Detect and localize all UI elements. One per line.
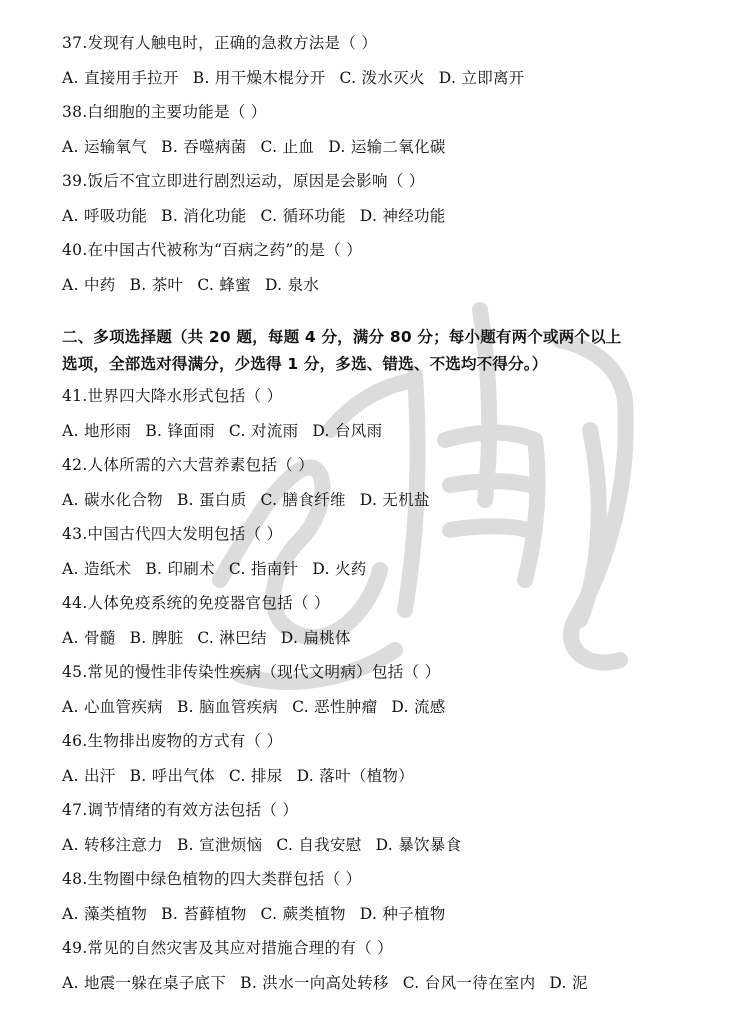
option-a: A. 地形雨 bbox=[62, 421, 132, 440]
section-gap bbox=[62, 308, 682, 324]
question-options bbox=[62, 972, 682, 995]
question-stem: 43.中国古代四大发明包括（ ） bbox=[62, 525, 283, 543]
option-b: B. 吞噬病菌 bbox=[161, 137, 247, 156]
option-d: D. 泥 bbox=[549, 973, 588, 992]
question-stem: 48.生物圈中绿色植物的四大类群包括（ ） bbox=[62, 870, 362, 888]
option-c: C. 台风一待在室内 bbox=[402, 973, 536, 992]
option-c: C. 恶性肿瘤 bbox=[292, 697, 378, 716]
question-options bbox=[62, 903, 682, 926]
question-options bbox=[62, 205, 682, 228]
option-d: D. 无机盐 bbox=[359, 490, 430, 509]
question-options bbox=[62, 765, 682, 788]
question-stem: 37.发现有人触电时，正确的急救方法是（ ） bbox=[62, 34, 378, 52]
option-c: C. 蕨类植物 bbox=[260, 904, 346, 923]
option-b: B. 宣泄烦恼 bbox=[176, 835, 263, 854]
option-b: B. 脑血管疾病 bbox=[176, 697, 279, 716]
option-b: B. 洪水一向高处转移 bbox=[240, 973, 389, 992]
section-title-line-1: 二、多项选择题（共 20 题，每题 4 分，满分 80 分；每小题有两个或两个以上 bbox=[62, 328, 622, 346]
option-c: C. 淋巴结 bbox=[197, 628, 267, 647]
option-c: C. 膳食纤维 bbox=[260, 490, 346, 509]
multiple-choice-block bbox=[62, 385, 682, 995]
option-d: D. 台风雨 bbox=[312, 421, 383, 440]
option-b: B. 锋面雨 bbox=[145, 421, 215, 440]
option-a: A. 藻类植物 bbox=[62, 904, 148, 923]
option-b: B. 脾脏 bbox=[129, 628, 184, 647]
section-title-line-2: 选项，全部选对得满分，少选得 1 分，多选、错选、不选均不得分。） bbox=[62, 355, 548, 373]
option-d: D. 火药 bbox=[312, 559, 367, 578]
option-a: A. 直接用手拉开 bbox=[62, 68, 179, 87]
option-d: D. 泉水 bbox=[264, 275, 320, 294]
option-a: A. 转移注意力 bbox=[62, 835, 163, 854]
question-stem: 38.白细胞的主要功能是（ ） bbox=[62, 103, 267, 121]
option-b: B. 蛋白质 bbox=[176, 490, 247, 509]
option-b: B. 印刷术 bbox=[145, 559, 215, 578]
question-options bbox=[62, 696, 682, 719]
option-a: A. 中药 bbox=[62, 275, 116, 294]
question-stem: 47.调节情绪的有效方法包括（ ） bbox=[62, 801, 299, 819]
option-d: D. 立即离开 bbox=[438, 68, 525, 87]
question-options bbox=[62, 489, 682, 512]
option-d: D. 暴饮暴食 bbox=[375, 835, 462, 854]
option-d: D. 种子植物 bbox=[359, 904, 446, 923]
option-a: A. 出汗 bbox=[62, 766, 116, 785]
option-b: B. 消化功能 bbox=[161, 206, 247, 225]
option-c: C. 泼水灭火 bbox=[339, 68, 425, 87]
question-stem: 40.在中国古代被称为“百病之药”的是（ ） bbox=[62, 241, 363, 259]
option-b: B. 用干燥木棍分开 bbox=[192, 68, 326, 87]
option-d: D. 落叶（植物） bbox=[296, 766, 415, 785]
question-stem: 39.饭后不宜立即进行剧烈运动，原因是会影响（ ） bbox=[62, 172, 425, 190]
question-stem: 49.常见的自然灾害及其应对措施合理的有（ ） bbox=[62, 939, 393, 957]
option-c: C. 自我安慰 bbox=[276, 835, 362, 854]
question-stem: 44.人体免疫系统的免疫器官包括（ ） bbox=[62, 594, 330, 612]
option-c: C. 循环功能 bbox=[260, 206, 346, 225]
question-options bbox=[62, 274, 682, 297]
option-d: D. 流感 bbox=[391, 697, 446, 716]
option-c: C. 排尿 bbox=[228, 766, 283, 785]
option-c: C. 指南针 bbox=[228, 559, 299, 578]
option-a: A. 心血管疾病 bbox=[62, 697, 163, 716]
option-a: A. 地震一躲在桌子底下 bbox=[62, 973, 227, 992]
exam-page bbox=[62, 32, 682, 1006]
option-d: D. 扁桃体 bbox=[280, 628, 351, 647]
section-header bbox=[62, 324, 682, 378]
option-a: A. 呼吸功能 bbox=[62, 206, 148, 225]
option-a: A. 骨髓 bbox=[62, 628, 116, 647]
option-b: B. 呼出气体 bbox=[129, 766, 215, 785]
question-options bbox=[62, 136, 682, 159]
single-choice-block bbox=[62, 32, 682, 297]
question-options bbox=[62, 627, 682, 650]
option-a: A. 运输氧气 bbox=[62, 137, 148, 156]
option-d: D. 神经功能 bbox=[359, 206, 446, 225]
question-stem: 46.生物排出废物的方式有（ ） bbox=[62, 732, 283, 750]
question-options bbox=[62, 834, 682, 857]
option-a: A. 造纸术 bbox=[62, 559, 132, 578]
question-stem: 41.世界四大降水形式包括（ ） bbox=[62, 387, 283, 405]
option-d: D. 运输二氧化碳 bbox=[328, 137, 446, 156]
question-options bbox=[62, 558, 682, 581]
option-c: C. 蜂蜜 bbox=[197, 275, 251, 294]
option-c: C. 对流雨 bbox=[228, 421, 299, 440]
question-stem: 42.人体所需的六大营养素包括（ ） bbox=[62, 456, 314, 474]
question-options bbox=[62, 67, 682, 90]
option-b: B. 苔藓植物 bbox=[161, 904, 247, 923]
option-c: C. 止血 bbox=[260, 137, 315, 156]
question-stem: 45.常见的慢性非传染性疾病（现代文明病）包括（ ） bbox=[62, 663, 441, 681]
option-b: B. 茶叶 bbox=[129, 275, 184, 294]
question-options bbox=[62, 420, 682, 443]
option-a: A. 碳水化合物 bbox=[62, 490, 163, 509]
